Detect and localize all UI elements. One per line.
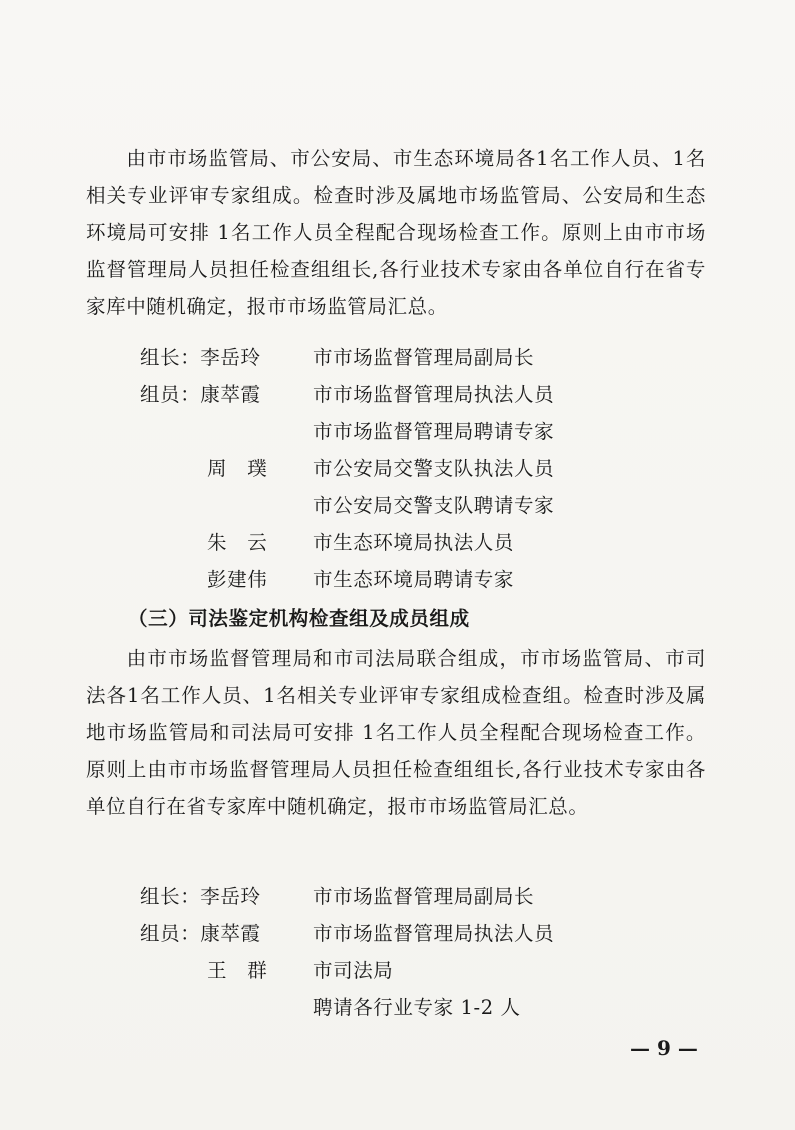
page-number: — 9 —	[630, 1036, 698, 1060]
group2-leader-role: 市市场监督管理局副局长	[313, 346, 535, 369]
group3-member2-role: 市司法局	[313, 959, 394, 982]
group2-member-label: 组员：康萃霞	[140, 383, 261, 406]
group2-member4-name: 彭建伟	[207, 568, 268, 591]
group3-member2-name: 王 群	[207, 959, 268, 982]
group2-member2-name: 周 璞	[207, 457, 268, 480]
group2-member3-role: 市生态环境局执法人员	[313, 531, 515, 554]
group3-experts: 聘请各行业专家 1-2 人	[313, 996, 521, 1019]
group3-member-label: 组员：康萃霞	[140, 922, 261, 945]
group3-leader-label: 组长：李岳玲	[140, 885, 261, 908]
section3-heading: （三）司法鉴定机构检查组及成员组成	[128, 607, 470, 630]
group2-member3-name: 朱 云	[207, 531, 268, 554]
group2-leader-label: 组长：李岳玲	[140, 346, 261, 369]
group2-member1-role: 市市场监督管理局执法人员	[313, 383, 555, 406]
group2-member2-role2: 市公安局交警支队聘请专家	[313, 494, 555, 517]
paragraph-group3-intro: 由市市场监督管理局和市司法局联合组成，市市场监管局、市司法各1名工作人员、1名相关专业评审专家组成检查组。检查时涉及属地市场监管局和司法局可安排 1名工作人员全程配合现场检查工作。原则上由市市场监督管理局人员担任检查组组长,各行业技术专家由各单位自行在省专家库中随机确定，报市市场监管局汇总。	[86, 647, 706, 818]
group2-member4-role: 市生态环境局聘请专家	[313, 568, 515, 591]
group3-member1-role: 市市场监督管理局执法人员	[313, 922, 555, 945]
group2-member1-role2: 市市场监督管理局聘请专家	[313, 420, 555, 443]
paragraph-group2-intro: 由市市场监管局、市公安局、市生态环境局各1名工作人员、1名相关专业评审专家组成。检查时涉及属地市场监管局、公安局和生态环境局可安排 1名工作人员全程配合现场检查工作。原则上由市市场监督管理局人员担任检查组组长,各行业技术专家由各单位自行在省专家库中随机确定，报市市场监管局汇总。	[86, 147, 706, 318]
group2-member2-role: 市公安局交警支队执法人员	[313, 457, 555, 480]
group3-leader-role: 市市场监督管理局副局长	[313, 885, 535, 908]
